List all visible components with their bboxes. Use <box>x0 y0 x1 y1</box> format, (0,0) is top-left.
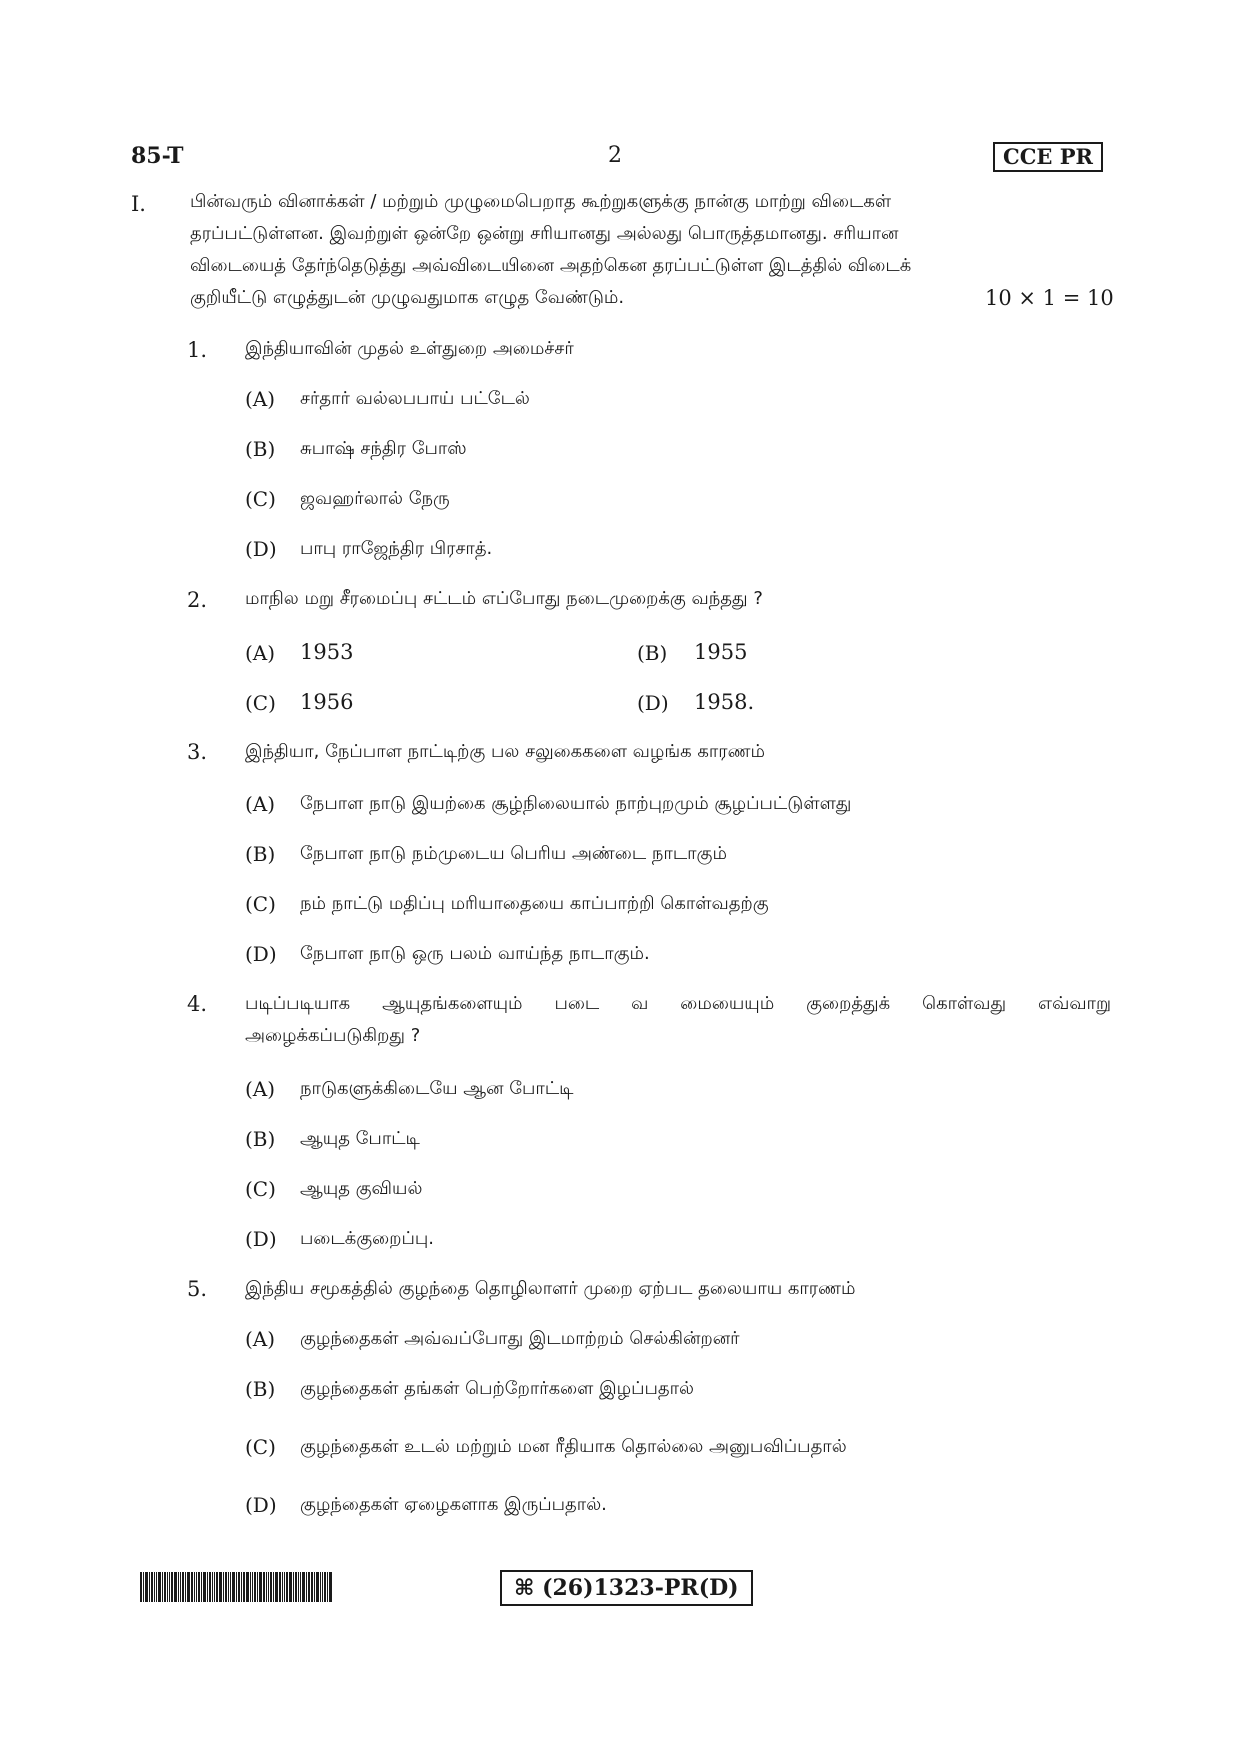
option-text: குழந்தைகள் அவ்வப்போது இடமாற்றம் செல்கின்றனர் <box>300 1328 740 1349</box>
option-label: (B) <box>245 437 276 461</box>
option-label: (C) <box>245 892 276 916</box>
option-label: (A) <box>245 1077 276 1101</box>
option-label: (D) <box>637 691 669 715</box>
cce-label-box: CCE PR <box>993 142 1103 172</box>
option-label: (A) <box>245 1327 276 1351</box>
option-text: நம் நாட்டு மதிப்பு மரியாதையை காப்பாற்றி கொள்வதற்கு <box>300 893 769 914</box>
instruction-line: விடையைத் தேர்ந்தெடுத்து அவ்விடையினை அதற்கென தரப்பட்டுள்ள இடத்தில் விடைக் <box>190 255 912 276</box>
option-text: பாபு ராஜேந்திர பிரசாத். <box>300 538 493 559</box>
question-number: 1. <box>187 338 208 362</box>
barcode-graphic <box>140 1572 368 1602</box>
section-instructions <box>190 186 1114 314</box>
option-text: ஆயுத குவியல் <box>300 1178 423 1199</box>
option-label: (C) <box>245 1435 276 1459</box>
option-label: (A) <box>245 387 276 411</box>
section-number: I. <box>131 192 146 216</box>
option-label: (B) <box>245 1377 276 1401</box>
option-text: குழந்தைகள் தங்கள் பெற்றோர்களை இழப்பதால் <box>300 1378 694 1399</box>
option-label: (B) <box>245 1127 276 1151</box>
instruction-line: தரப்பட்டுள்ளன. இவற்றுள் ஒன்றே ஒன்று சரியானது அல்லது பொருத்தமானது. சரியான <box>190 223 899 244</box>
option-label: (C) <box>245 487 276 511</box>
option-text: 1958. <box>694 690 755 714</box>
question-text: இந்திய சமூகத்தில் குழந்தை தொழிலாளர் முறை ஏற்பட தலையாய காரணம் <box>245 1278 856 1299</box>
option-text: சுபாஷ் சந்திர போஸ் <box>300 438 467 459</box>
option-text: ஜவஹர்லால் நேரு <box>300 488 450 509</box>
question-text: இந்தியாவின் முதல் உள்துறை அமைச்சர் <box>245 338 574 359</box>
option-label: (D) <box>245 1493 277 1517</box>
option-label: (B) <box>637 641 668 665</box>
section-marks: 10 × 1 = 10 <box>985 286 1114 310</box>
option-text: நேபாள நாடு இயற்கை சூழ்நிலையால் நாற்புறமும் சூழப்பட்டுள்ளது <box>300 793 852 814</box>
option-text: 1953 <box>300 640 354 664</box>
question-number: 2. <box>187 588 208 612</box>
option-label: (A) <box>245 641 276 665</box>
option-text: குழந்தைகள் உடல் மற்றும் மன ரீதியாக தொல்லை அனுபவிப்பதால் <box>300 1436 847 1457</box>
paper-code: 85-T <box>131 143 184 169</box>
option-text: படைக்குறைப்பு. <box>300 1228 434 1249</box>
option-label: (D) <box>245 537 277 561</box>
page-number: 2 <box>608 143 622 168</box>
option-text: 1956 <box>300 690 354 714</box>
question-number: 5. <box>187 1277 208 1301</box>
instruction-line: குறியீட்டு எழுத்துடன் முழுவதுமாக எழுத வேண்டும். <box>190 287 625 308</box>
option-text: 1955 <box>694 640 748 664</box>
option-text: நாடுகளுக்கிடையே ஆன போட்டி <box>300 1078 574 1099</box>
option-text: ஆயுத போட்டி <box>300 1128 420 1149</box>
option-text: சர்தார் வல்லபபாய் பட்டேல் <box>300 388 530 409</box>
option-text: குழந்தைகள் ஏழைகளாக இருப்பதால். <box>300 1494 607 1515</box>
question-paper-code-box: ⌘ (26)1323-PR(D) <box>500 1570 753 1606</box>
question-text: இந்தியா, நேப்பாள நாட்டிற்கு பல சலுகைகளை வழங்க காரணம் <box>245 741 765 762</box>
instruction-line: பின்வரும் வினாக்கள் / மற்றும் முழுமைபெறாத கூற்றுகளுக்கு நான்கு மாற்று விடைகள் <box>190 191 892 212</box>
question-text: மாநில மறு சீரமைப்பு சட்டம் எப்போது நடைமுறைக்கு வந்தது ? <box>245 588 763 609</box>
question-text-line: படிப்படியாக ஆயுதங்களையும் படை வ மையையும் குறைத்துக் கொள்வது எவ்வாறு <box>245 993 1111 1014</box>
option-label: (C) <box>245 691 276 715</box>
option-label: (B) <box>245 842 276 866</box>
option-label: (D) <box>245 942 277 966</box>
option-text: நேபாள நாடு நம்முடைய பெரிய அண்டை நாடாகும் <box>300 843 727 864</box>
option-text: நேபாள நாடு ஒரு பலம் வாய்ந்த நாடாகும். <box>300 943 650 964</box>
question-text-line: அழைக்கப்படுகிறது ? <box>245 1025 421 1046</box>
option-label: (A) <box>245 792 276 816</box>
option-label: (C) <box>245 1177 276 1201</box>
question-number: 4. <box>187 992 208 1016</box>
option-label: (D) <box>245 1227 277 1251</box>
question-number: 3. <box>187 740 208 764</box>
